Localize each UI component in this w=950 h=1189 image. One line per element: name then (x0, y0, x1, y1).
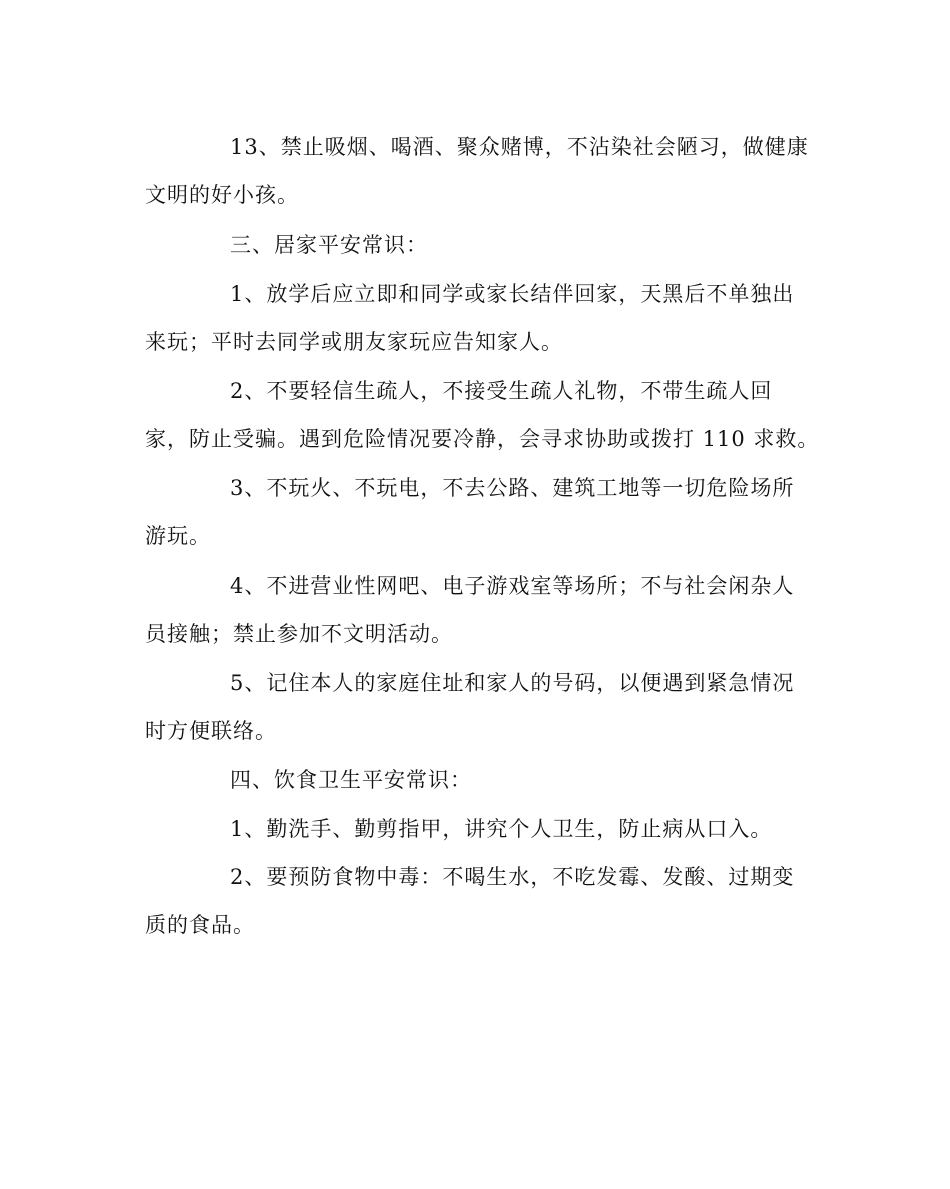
home-item-4-line-1: 4、不进营业性网吧、电子游戏室等场所；不与社会闲杂人 (230, 574, 795, 598)
section-heading-home-safety: 三、居家平安常识： (230, 233, 428, 257)
food-item-2-line-2: 质的食品。 (145, 913, 255, 937)
home-item-5-line-1: 5、记住本人的家庭住址和家人的号码，以便遇到紧急情况 (230, 671, 795, 695)
food-item-2-line-1: 2、要预防食物中毒：不喝生水，不吃发霉、发酸、过期变 (230, 865, 795, 889)
paragraph-13-line-1: 13、禁止吸烟、喝酒、聚众赌博，不沾染社会陋习，做健康 (230, 135, 809, 159)
section-heading-food-safety: 四、饮食卫生平安常识： (230, 768, 472, 792)
home-item-2-line-2: 家，防止受骗。遇到危险情况要冷静，会寻求协助或拨打 110 求救。 (145, 427, 820, 451)
paragraph-13-line-2: 文明的好小孩。 (145, 183, 299, 207)
home-item-3-line-1: 3、不玩火、不玩电，不去公路、建筑工地等一切危险场所 (230, 476, 795, 500)
home-item-2-line-1: 2、不要轻信生疏人，不接受生疏人礼物，不带生疏人回 (230, 379, 773, 403)
food-item-1-line-1: 1、勤洗手、勤剪指甲，讲究个人卫生，防止病从口入。 (230, 817, 773, 841)
home-item-1-line-2: 来玩；平时去同学或朋友家玩应告知家人。 (145, 330, 563, 354)
home-item-1-line-1: 1、放学后应立即和同学或家长结伴回家，天黑后不单独出 (230, 282, 795, 306)
home-item-5-line-2: 时方便联络。 (145, 719, 277, 743)
home-item-4-line-2: 员接触；禁止参加不文明活动。 (145, 622, 453, 646)
home-item-3-line-2: 游玩。 (145, 524, 211, 548)
